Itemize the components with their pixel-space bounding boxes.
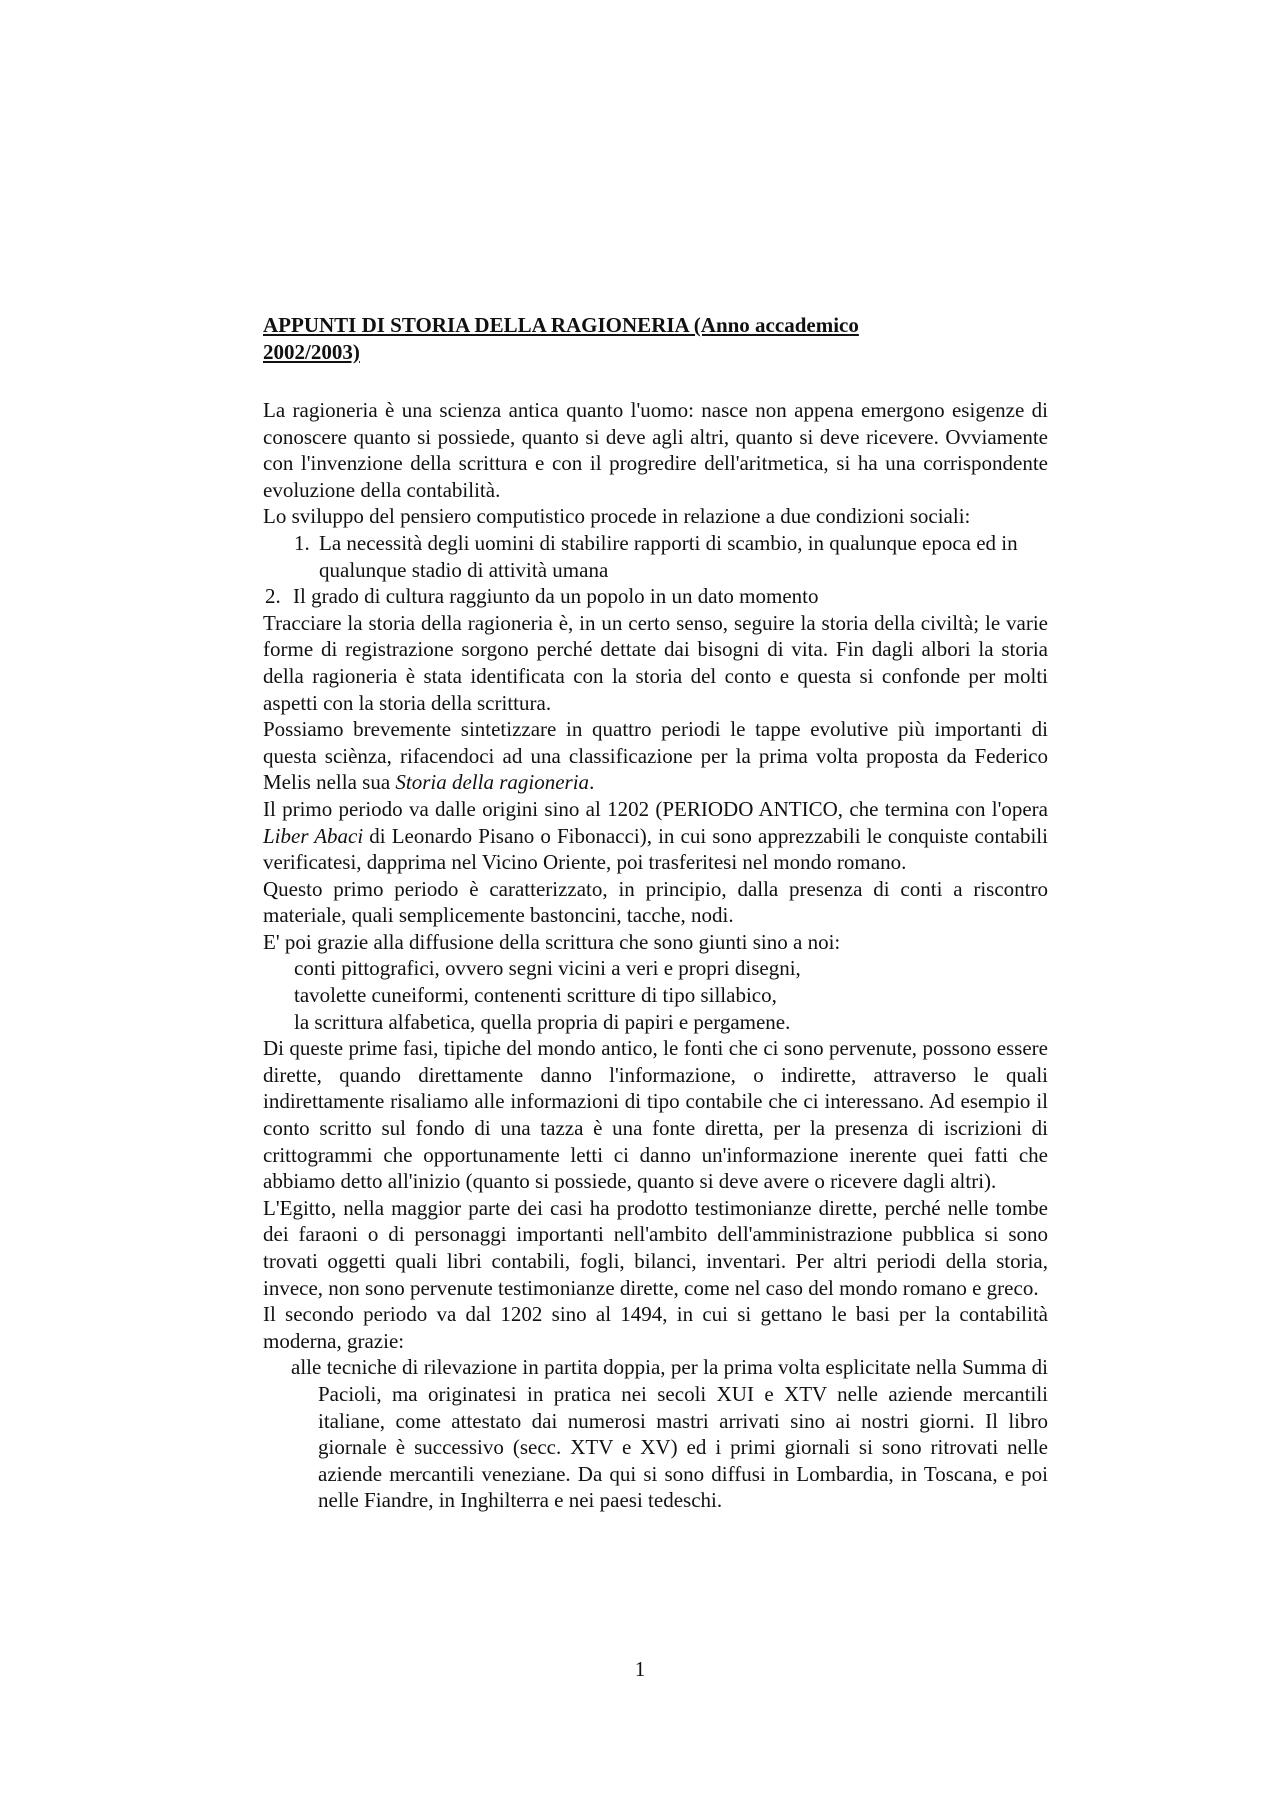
- spacer: [263, 365, 1048, 397]
- list-number: 1.: [294, 530, 310, 555]
- paragraph-conditions: Lo sviluppo del pensiero computistico procede in relazione a due condizioni sociali:: [263, 504, 971, 529]
- list-number: 2.: [265, 584, 281, 609]
- sublist-item: conti pittografici, ovvero segni vicini a veri e propri disegni,: [294, 956, 801, 981]
- page-content: [263, 312, 1048, 1514]
- paragraph-first-period: [263, 796, 1048, 876]
- paragraph-second-period: Il secondo periodo va dal 1202 sino al 1494, in cui si gettano le basi per la contabilità moderna, grazie:: [263, 1302, 1048, 1353]
- list-item: [263, 583, 1048, 610]
- paragraph-history: Tracciare la storia della ragioneria è, in un certo senso, seguire la storia della civiltà; le varie forme di registrazione sorgono perché dettate dai bisogni di vita. Fin dagli albori la storia della ragioneria è stata identificata con la storia del conto e questa si confonde per molti aspetti con la storia della scrittura.: [263, 610, 1048, 715]
- list-item: [263, 530, 1048, 583]
- paragraph-intro: La ragioneria è una scienza antica quanto l'uomo: nasce non appena emergono esigenze di conoscere quanto si possiede, quanto si deve agli altri, quanto si deve ricevere. Ovviamente con l'invenzione della scrittura e con il progredire dell'aritmetica, si ha una corrispondente evoluzione della contabilità.: [263, 398, 1048, 502]
- text-run: Il primo periodo va dalle origini sino al 1202 (PERIODO ANTICO, che termina con l'opera: [263, 796, 1048, 821]
- paragraph-first-period-detail: Questo primo periodo è caratterizzato, in principio, dalla presenza di conti a riscontro materiale, quali semplicemente bastoncini, tacche, nodi.: [263, 876, 1048, 928]
- list-text: Il grado di cultura raggiunto da un popolo in un dato momento: [293, 584, 819, 609]
- paragraph-periods: [263, 716, 1048, 796]
- page-number: 1: [634, 1657, 646, 1681]
- paragraph-egypt: L'Egitto, nella maggior parte dei casi ha prodotto testimonianze dirette, perché nelle tombe dei faraoni o di personaggi importanti nell'ambito dell'amministrazione pubblica si sono trovati oggetti quali libri contabili, fogli, bilanci, inventari. Per altri periodi della storia, invece, non sono pervenute testimonianze dirette, come nel caso del mondo romano e greco.: [263, 1195, 1048, 1300]
- book-title: Liber Abaci: [263, 823, 364, 848]
- sublist-item: tavolette cuneiformi, contenenti scritture di tipo sillabico,: [294, 983, 777, 1008]
- document-title: APPUNTI DI STORIA DELLA RAGIONERIA (Anno accademico 2002/2003): [263, 313, 859, 364]
- sublist-item: la scrittura alfabetica, quella propria di papiri e pergamene.: [294, 1009, 791, 1034]
- paragraph-double-entry: alle tecniche di rilevazione in partita doppia, per la prima volta esplicitate nella Summa di Pacioli, ma originatesi in pratica nei secoli XUI e XTV nelle aziende mercantili italiane, come attestato dai numerosi mastri arrivati sino ai nostri giorni. Il libro giornale è successivo (secc. XTV e XV) ed i primi giornali si sono ritrovati nelle aziende mercantili veneziane. Da qui si sono diffusi in Lombardia, in Toscana, e poi nelle Fiandre, in Inghilterra e nei paesi tedeschi.: [291, 1355, 1048, 1513]
- text-run: Possiamo brevemente sintetizzare in quattro periodi le tappe evolutive più importanti di questa sciènza, rifacendoci ad una classificazione per la prima volta proposta da Federico Melis nella sua: [263, 717, 1048, 795]
- list-text: La necessità degli uomini di stabilire rapporti di scambio, in qualunque epoca ed in qualunque stadio di attività umana: [319, 530, 1018, 582]
- paragraph-sources: Di queste prime fasi, tipiche del mondo antico, le fonti che ci sono pervenute, possono essere dirette, quando direttamente danno l'informazione, o indirette, attraverso le quali indirettamente risaliamo alle informazioni di tipo contabile che ci interessano. Ad esempio il conto scritto sul fondo di una tazza è una fonte diretta, per la presenza di iscrizioni di crittogrammi che opportunamente letti ci danno un'informazione inerente quei fatti che abbiamo detto all'inizio (quanto si possiede, quanto si deve avere o ricevere dagli altri).: [263, 1036, 1048, 1194]
- text-run: .: [589, 770, 595, 795]
- text-run: di Leonardo Pisano o Fibonacci), in cui sono apprezzabili le conquiste contabili verificatesi, dapprima nel Vicino Oriente, poi trasferitesi nel mondo romano.: [263, 823, 1048, 875]
- paragraph-writing: E' poi grazie alla diffusione della scrittura che sono giunti sino a noi:: [263, 929, 841, 954]
- book-title: Storia della ragioneria: [395, 770, 590, 795]
